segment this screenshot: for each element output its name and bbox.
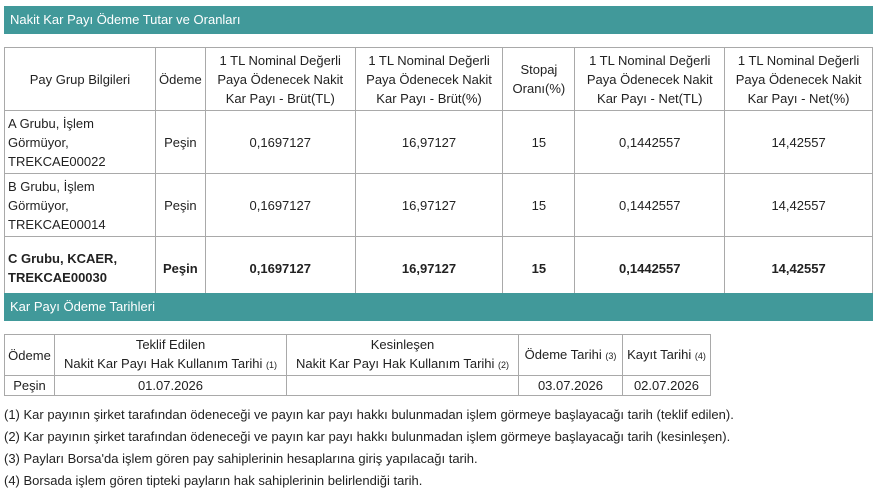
footnote-marker-3: (3): [605, 350, 617, 361]
table-header-row: [5, 48, 873, 111]
header-stopaj: Stopaj Oranı(%): [503, 48, 575, 111]
cell-kayit-tarihi: 02.07.2026: [623, 376, 711, 396]
header-odeme-tarihi-label: Ödeme Tarihi: [524, 346, 602, 362]
header-brut-percent: 1 TL Nominal Değerli Paya Ödenecek Nakit Kar Payı - Brüt(%): [355, 48, 503, 111]
cell-brut-percent: 16,97127: [355, 237, 503, 300]
header-net-tl: 1 TL Nominal Değerli Paya Ödenecek Nakit Kar Payı - Net(TL): [575, 48, 725, 111]
table-header-row: [5, 335, 711, 376]
dividend-amounts-table: [4, 47, 873, 300]
section-title-payment-dates: Kar Payı Ödeme Tarihleri: [4, 293, 873, 321]
cell-stopaj: 15: [503, 237, 575, 300]
table-row: [5, 111, 873, 174]
cell-net-percent: 14,42557: [725, 111, 873, 174]
header-pay-grup: Pay Grup Bilgileri: [5, 48, 156, 111]
header-teklif-line1: Teklif Edilen: [135, 337, 206, 352]
cell-stopaj: 15: [503, 111, 575, 174]
cell-pay-grup: C Grubu, KCAER, TREKCAE00030: [5, 237, 156, 300]
footnote-3: (3) Payları Borsa'da işlem gören pay sahiplerinin hesaplarına giriş yapılacağı tarih.: [4, 451, 478, 466]
cell-odeme-tarihi: 03.07.2026: [519, 376, 623, 396]
footnote-marker-2: (2): [498, 360, 510, 370]
table-row: [5, 174, 873, 237]
cell-brut-percent: 16,97127: [355, 174, 503, 237]
section-title-dividend-amounts: Nakit Kar Payı Ödeme Tutar ve Oranları: [4, 6, 873, 34]
cell-brut-tl: 0,1697127: [205, 111, 355, 174]
footnote-4: (4) Borsada işlem gören tipteki payların hak sahiplerinin belirlendiği tarih.: [4, 473, 423, 488]
header-odeme: Ödeme: [5, 335, 55, 376]
cell-teklif-tarihi: 01.07.2026: [55, 376, 287, 396]
header-kayit-tarihi: [623, 335, 711, 376]
cell-net-tl: 0,1442557: [575, 174, 725, 237]
cell-net-tl: 0,1442557: [575, 237, 725, 300]
cell-odeme: Peşin: [5, 376, 55, 396]
table-row: [5, 376, 711, 396]
cell-brut-tl: 0,1697127: [205, 237, 355, 300]
footnote-1: (1) Kar payının şirket tarafından ödeneceği ve payın kar payı hakkı bulunmadan işlem görmeye başlayacağı tarih (teklif edilen).: [4, 407, 734, 422]
footnote-marker-1: (1): [266, 360, 278, 370]
cell-odeme: Peşin: [155, 237, 205, 300]
table-row-highlighted: [5, 237, 873, 300]
cell-kesin-tarihi: [287, 376, 519, 396]
cell-pay-grup: A Grubu, İşlem Görmüyor, TREKCAE00022: [5, 111, 156, 174]
cell-odeme: Peşin: [155, 174, 205, 237]
cell-brut-percent: 16,97127: [355, 111, 503, 174]
header-odeme-tarihi: [519, 335, 623, 376]
footnote-2: (2) Kar payının şirket tarafından ödeneceği ve payın kar payı hakkı bulunmadan işlem görmeye başlayacağı tarih (kesinleşen).: [4, 429, 731, 444]
cell-stopaj: 15: [503, 174, 575, 237]
payment-dates-table: [4, 334, 711, 396]
header-kesinlesen: [287, 335, 519, 376]
footnotes: [4, 404, 734, 492]
header-kesin-line1: Kesinleşen: [370, 337, 435, 352]
header-kesin-line2: Nakit Kar Payı Hak Kullanım Tarihi: [295, 356, 495, 371]
cell-brut-tl: 0,1697127: [205, 174, 355, 237]
cell-net-tl: 0,1442557: [575, 111, 725, 174]
cell-net-percent: 14,42557: [725, 237, 873, 300]
header-teklif-line2: Nakit Kar Payı Hak Kullanım Tarihi: [63, 356, 263, 371]
footnote-marker-4: (4): [694, 350, 706, 361]
header-odeme: Ödeme: [155, 48, 205, 111]
header-net-percent: 1 TL Nominal Değerli Paya Ödenecek Nakit Kar Payı - Net(%): [725, 48, 873, 111]
header-kayit-tarihi-label: Kayıt Tarihi: [627, 346, 692, 362]
header-teklif-edilen: [55, 335, 287, 376]
header-brut-tl: 1 TL Nominal Değerli Paya Ödenecek Nakit Kar Payı - Brüt(TL): [205, 48, 355, 111]
cell-odeme: Peşin: [155, 111, 205, 174]
cell-pay-grup: B Grubu, İşlem Görmüyor, TREKCAE00014: [5, 174, 156, 237]
cell-net-percent: 14,42557: [725, 174, 873, 237]
